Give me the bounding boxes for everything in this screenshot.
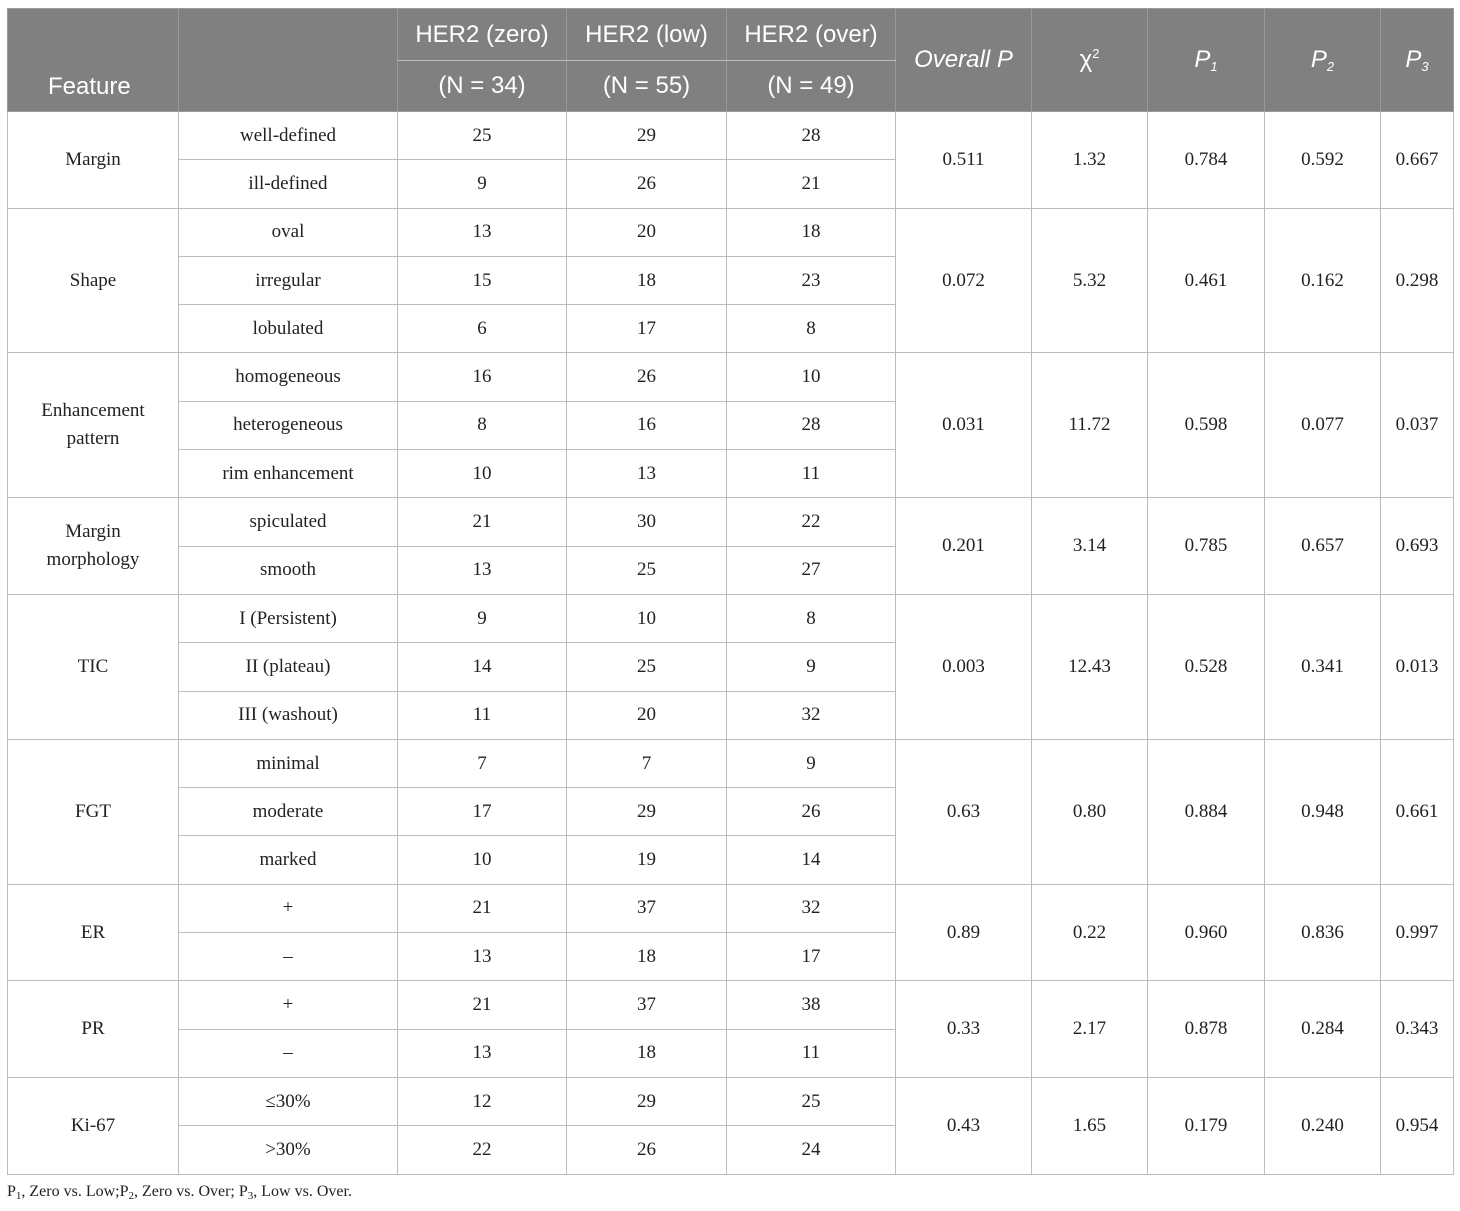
header-group-low: HER2 (low)	[567, 9, 727, 61]
p1-subscript: 1	[1210, 59, 1218, 74]
count-zero: 8	[398, 401, 567, 449]
table-row	[8, 1077, 1454, 1125]
count-zero: 13	[398, 546, 567, 594]
overall-p-value: 0.33	[896, 981, 1032, 1078]
category-label: rim enhancement	[179, 450, 398, 498]
count-over: 9	[727, 643, 896, 691]
p2-value: 0.284	[1265, 981, 1381, 1078]
chi-square-value: 1.32	[1032, 112, 1148, 209]
footnote-text-3: , Low vs. Over.	[253, 1183, 352, 1200]
table-body	[8, 112, 1454, 1175]
overall-p-value: 0.031	[896, 353, 1032, 498]
p3-value: 0.343	[1381, 981, 1454, 1078]
count-low: 25	[567, 546, 727, 594]
feature-name-line: FGT	[75, 800, 111, 822]
feature-name-line: Margin	[65, 148, 121, 170]
p3-value: 0.037	[1381, 353, 1454, 498]
header-p2	[1265, 9, 1381, 112]
category-label: homogeneous	[179, 353, 398, 401]
count-low: 17	[567, 305, 727, 353]
p3-value: 0.667	[1381, 112, 1454, 209]
count-over: 10	[727, 353, 896, 401]
count-zero: 9	[398, 160, 567, 208]
table-row	[8, 884, 1454, 932]
count-low: 25	[567, 643, 727, 691]
feature-name	[8, 498, 179, 595]
count-low: 20	[567, 208, 727, 256]
count-over: 17	[727, 933, 896, 981]
category-label: >30%	[179, 1126, 398, 1174]
header-n-low: (N = 55)	[567, 61, 727, 112]
feature-name	[8, 208, 179, 353]
category-label: spiculated	[179, 498, 398, 546]
header-group-zero: HER2 (zero)	[398, 9, 567, 61]
p1-value: 0.785	[1148, 498, 1265, 595]
count-zero: 13	[398, 933, 567, 981]
category-label: marked	[179, 836, 398, 884]
p2-letter: P	[1310, 46, 1327, 73]
header-feature: Feature	[8, 9, 179, 112]
table-row	[8, 112, 1454, 160]
count-low: 29	[567, 1077, 727, 1125]
p1-value: 0.598	[1148, 353, 1265, 498]
p3-value: 0.013	[1381, 594, 1454, 739]
feature-name-line: Shape	[69, 269, 117, 291]
table-row	[8, 498, 1454, 546]
p1-value: 0.960	[1148, 884, 1265, 981]
count-low: 18	[567, 256, 727, 304]
count-low: 7	[567, 739, 727, 787]
category-label: lobulated	[179, 305, 398, 353]
feature-name-line: pattern	[66, 428, 120, 450]
count-over: 28	[727, 401, 896, 449]
feature-name-line: Margin	[65, 521, 121, 543]
p1-value: 0.528	[1148, 594, 1265, 739]
chi-symbol: χ	[1079, 46, 1093, 73]
p3-value: 0.997	[1381, 884, 1454, 981]
header-overall-p: Overall P	[896, 9, 1032, 112]
footnote-text-1: , Zero vs. Low;P	[21, 1183, 129, 1200]
feature-name-line: morphology	[46, 549, 140, 571]
category-label: oval	[179, 208, 398, 256]
p3-value: 0.954	[1381, 1077, 1454, 1174]
feature-name	[8, 739, 179, 884]
count-over: 11	[727, 450, 896, 498]
her2-feature-table	[7, 8, 1454, 1175]
header-n-zero: (N = 34)	[398, 61, 567, 112]
header-n-over: (N = 49)	[727, 61, 896, 112]
count-low: 10	[567, 594, 727, 642]
p3-subscript: 3	[1421, 59, 1429, 74]
count-over: 28	[727, 112, 896, 160]
table-row	[8, 594, 1454, 642]
chi-square-value: 12.43	[1032, 594, 1148, 739]
chi-square-value: 5.32	[1032, 208, 1148, 353]
chi-superscript: 2	[1092, 46, 1100, 61]
table-header	[8, 9, 1454, 112]
header-p1	[1148, 9, 1265, 112]
count-zero: 10	[398, 450, 567, 498]
count-low: 30	[567, 498, 727, 546]
count-low: 18	[567, 933, 727, 981]
category-label: well-defined	[179, 112, 398, 160]
count-over: 26	[727, 788, 896, 836]
p2-value: 0.240	[1265, 1077, 1381, 1174]
table-row	[8, 208, 1454, 256]
table-footnote	[7, 1183, 352, 1202]
count-low: 18	[567, 1029, 727, 1077]
count-low: 26	[567, 353, 727, 401]
p2-value: 0.948	[1265, 739, 1381, 884]
feature-name-line: TIC	[77, 655, 109, 677]
count-low: 26	[567, 1126, 727, 1174]
table-row	[8, 739, 1454, 787]
header-p3	[1381, 9, 1454, 112]
count-over: 27	[727, 546, 896, 594]
count-over: 8	[727, 594, 896, 642]
header-group-over: HER2 (over)	[727, 9, 896, 61]
count-zero: 17	[398, 788, 567, 836]
feature-name-line: Enhancement	[41, 400, 145, 422]
count-zero: 22	[398, 1126, 567, 1174]
count-over: 18	[727, 208, 896, 256]
overall-p-value: 0.511	[896, 112, 1032, 209]
feature-name	[8, 112, 179, 209]
count-low: 29	[567, 788, 727, 836]
category-label: ≤30%	[179, 1077, 398, 1125]
count-over: 38	[727, 981, 896, 1029]
count-over: 21	[727, 160, 896, 208]
p1-value: 0.784	[1148, 112, 1265, 209]
chi-square-value: 0.22	[1032, 884, 1148, 981]
count-over: 22	[727, 498, 896, 546]
category-label: –	[179, 1029, 398, 1077]
count-zero: 21	[398, 884, 567, 932]
p2-value: 0.077	[1265, 353, 1381, 498]
count-over: 11	[727, 1029, 896, 1077]
category-label: III (washout)	[179, 691, 398, 739]
category-label: moderate	[179, 788, 398, 836]
p3-value: 0.693	[1381, 498, 1454, 595]
count-zero: 12	[398, 1077, 567, 1125]
count-over: 14	[727, 836, 896, 884]
count-zero: 10	[398, 836, 567, 884]
count-low: 37	[567, 884, 727, 932]
feature-name	[8, 884, 179, 981]
category-label: ill-defined	[179, 160, 398, 208]
feature-name	[8, 981, 179, 1078]
count-zero: 13	[398, 208, 567, 256]
feature-name	[8, 1077, 179, 1174]
count-zero: 7	[398, 739, 567, 787]
count-zero: 25	[398, 112, 567, 160]
count-zero: 11	[398, 691, 567, 739]
count-over: 25	[727, 1077, 896, 1125]
count-over: 32	[727, 884, 896, 932]
chi-square-value: 2.17	[1032, 981, 1148, 1078]
category-label: heterogeneous	[179, 401, 398, 449]
p1-letter: P	[1194, 46, 1211, 73]
p1-value: 0.878	[1148, 981, 1265, 1078]
p1-value: 0.179	[1148, 1077, 1265, 1174]
feature-name-line: PR	[81, 1018, 105, 1040]
p2-value: 0.162	[1265, 208, 1381, 353]
count-low: 13	[567, 450, 727, 498]
chi-square-value: 11.72	[1032, 353, 1148, 498]
category-label: –	[179, 933, 398, 981]
overall-p-value: 0.003	[896, 594, 1032, 739]
count-over: 23	[727, 256, 896, 304]
chi-square-value: 3.14	[1032, 498, 1148, 595]
overall-p-value: 0.43	[896, 1077, 1032, 1174]
category-label: I (Persistent)	[179, 594, 398, 642]
category-label: II (plateau)	[179, 643, 398, 691]
p3-value: 0.661	[1381, 739, 1454, 884]
category-label: smooth	[179, 546, 398, 594]
p2-value: 0.592	[1265, 112, 1381, 209]
count-low: 16	[567, 401, 727, 449]
feature-name-line: Ki-67	[70, 1114, 116, 1136]
count-zero: 13	[398, 1029, 567, 1077]
footnote-sub-2: 2	[128, 1190, 135, 1202]
category-label: minimal	[179, 739, 398, 787]
count-low: 26	[567, 160, 727, 208]
feature-name	[8, 353, 179, 498]
p2-value: 0.836	[1265, 884, 1381, 981]
count-zero: 21	[398, 498, 567, 546]
footnote-sub-1: 1	[15, 1190, 22, 1202]
chi-square-value: 0.80	[1032, 739, 1148, 884]
p3-value: 0.298	[1381, 208, 1454, 353]
p2-value: 0.657	[1265, 498, 1381, 595]
count-zero: 15	[398, 256, 567, 304]
p3-letter: P	[1405, 46, 1422, 73]
footnote-text-2: , Zero vs. Over; P	[134, 1183, 248, 1200]
count-zero: 9	[398, 594, 567, 642]
count-over: 8	[727, 305, 896, 353]
count-low: 19	[567, 836, 727, 884]
count-low: 29	[567, 112, 727, 160]
p1-value: 0.461	[1148, 208, 1265, 353]
count-zero: 14	[398, 643, 567, 691]
overall-p-value: 0.63	[896, 739, 1032, 884]
category-label: irregular	[179, 256, 398, 304]
count-over: 24	[727, 1126, 896, 1174]
p2-value: 0.341	[1265, 594, 1381, 739]
count-low: 37	[567, 981, 727, 1029]
count-over: 9	[727, 739, 896, 787]
overall-p-value: 0.072	[896, 208, 1032, 353]
feature-name	[8, 594, 179, 739]
p2-subscript: 2	[1326, 59, 1335, 74]
count-zero: 16	[398, 353, 567, 401]
results-table-container	[7, 8, 1453, 1175]
footnote-p: P	[7, 1183, 16, 1200]
footnote-sub-3: 3	[247, 1190, 254, 1202]
category-label: +	[179, 981, 398, 1029]
feature-name-line: ER	[80, 921, 106, 943]
header-blank	[179, 9, 398, 112]
table-row	[8, 353, 1454, 401]
count-low: 20	[567, 691, 727, 739]
header-chi-square	[1032, 9, 1148, 112]
count-zero: 6	[398, 305, 567, 353]
count-over: 32	[727, 691, 896, 739]
overall-p-value: 0.89	[896, 884, 1032, 981]
count-zero: 21	[398, 981, 567, 1029]
category-label: +	[179, 884, 398, 932]
chi-square-value: 1.65	[1032, 1077, 1148, 1174]
table-row	[8, 981, 1454, 1029]
overall-p-value: 0.201	[896, 498, 1032, 595]
p1-value: 0.884	[1148, 739, 1265, 884]
